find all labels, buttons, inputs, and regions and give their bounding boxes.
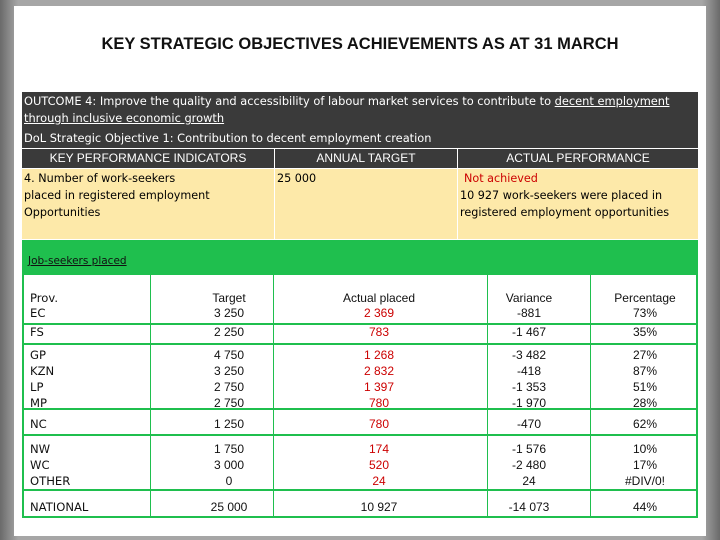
- cell-actual: 783: [368, 325, 390, 339]
- cell-target: 1 750: [213, 442, 245, 456]
- cell-target: 0: [225, 474, 233, 488]
- cell-percentage: 51%: [632, 380, 658, 394]
- annual-target-cell: [275, 169, 457, 239]
- outcome-underlined-text: decent employment through inclusive economic growth: [24, 94, 670, 125]
- column-header-percentage: Percentage: [614, 291, 676, 305]
- cell-percentage: 44%: [632, 500, 658, 514]
- cell-actual: 780: [368, 396, 390, 410]
- cell-percentage: 62%: [632, 417, 658, 431]
- group-divider: [24, 489, 696, 491]
- cell-prov: LP: [30, 380, 44, 394]
- outcome-text: OUTCOME 4: Improve the quality and accessibility of labour market services to contribute to: [24, 94, 555, 108]
- cell-target: 2 750: [213, 380, 245, 394]
- cell-actual: 1 268: [363, 348, 395, 362]
- cell-actual: 1 397: [363, 380, 395, 394]
- job-seekers-table: [24, 275, 696, 516]
- performance-line: 10 927 work-seekers were placed in: [460, 189, 663, 202]
- cell-percentage: 87%: [632, 364, 658, 378]
- cell-variance: -470: [516, 417, 542, 431]
- cell-target: 3 250: [213, 364, 245, 378]
- cell-percentage: 73%: [632, 306, 658, 320]
- cell-prov: GP: [30, 348, 46, 362]
- cell-prov: FS: [30, 325, 44, 339]
- cell-variance: -1 467: [511, 325, 547, 339]
- cell-variance: -1 970: [511, 396, 547, 410]
- actual-performance-cell: [458, 169, 698, 239]
- header-actual-performance: ACTUAL PERFORMANCE: [458, 149, 698, 168]
- cell-target: 25 000: [210, 500, 248, 514]
- cell-actual: 24: [372, 474, 386, 488]
- cell-actual: 2 369: [363, 306, 395, 320]
- cell-actual: 780: [368, 417, 390, 431]
- cell-actual: 2 832: [363, 364, 395, 378]
- cell-variance: -418: [516, 364, 542, 378]
- performance-line: registered employment opportunities: [460, 206, 670, 219]
- page-title: KEY STRATEGIC OBJECTIVES ACHIEVEMENTS AS AT 31 MARCH: [101, 35, 619, 53]
- cell-actual: 10 927: [360, 500, 398, 514]
- header-kpi: KEY PERFORMANCE INDICATORS: [22, 149, 274, 168]
- cell-percentage: 28%: [632, 396, 658, 410]
- header-annual-target: ANNUAL TARGET: [275, 149, 457, 168]
- cell-percentage: 35%: [632, 325, 658, 339]
- cell-target: 3 000: [213, 458, 245, 472]
- cell-actual: 520: [368, 458, 390, 472]
- cell-variance: -14 073: [508, 500, 550, 514]
- group-divider: [24, 343, 696, 345]
- kpi-indicator-cell: [22, 169, 274, 239]
- cell-prov: NATIONAL: [30, 500, 89, 514]
- group-divider: [24, 434, 696, 436]
- cell-prov: MP: [30, 396, 47, 410]
- cell-variance: -881: [516, 306, 542, 320]
- outcome-banner: [22, 92, 698, 128]
- cell-variance: -3 482: [511, 348, 547, 362]
- cell-percentage: 17%: [632, 458, 658, 472]
- cell-variance: -2 480: [511, 458, 547, 472]
- column-header-prov: Prov.: [30, 291, 59, 305]
- cell-target: 2 750: [213, 396, 245, 410]
- cell-prov: WC: [30, 458, 50, 472]
- cell-prov: NC: [30, 417, 47, 431]
- cell-variance: 24: [522, 474, 536, 488]
- cell-target: 3 250: [213, 306, 245, 320]
- kpi-indicator-line: placed in registered employment: [24, 189, 210, 202]
- cell-actual: 174: [368, 442, 390, 456]
- achievement-status: Not achieved: [464, 172, 538, 185]
- cell-prov: OTHER: [30, 474, 71, 488]
- job-seekers-label: Job-seekers placed: [28, 255, 127, 267]
- cell-target: 1 250: [213, 417, 245, 431]
- column-header-variance: Variance: [505, 291, 553, 305]
- column-divider: [150, 275, 151, 516]
- job-seekers-panel: [22, 240, 698, 518]
- cell-prov: NW: [30, 442, 51, 456]
- cell-percentage: 10%: [632, 442, 658, 456]
- cell-variance: -1 353: [511, 380, 547, 394]
- cell-percentage: #DIV/0!: [624, 474, 666, 488]
- cell-target: 2 250: [213, 325, 245, 339]
- cell-prov: KZN: [30, 364, 55, 378]
- strategic-objective-banner: DoL Strategic Objective 1: Contribution to decent employment creation: [22, 128, 698, 148]
- cell-target: 4 750: [213, 348, 245, 362]
- annual-target-value: 25 000: [277, 172, 317, 185]
- kpi-indicator-line: Opportunities: [24, 206, 101, 219]
- cell-percentage: 27%: [632, 348, 658, 362]
- kpi-indicator-line: 4. Number of work-seekers: [24, 172, 176, 185]
- cell-variance: -1 576: [511, 442, 547, 456]
- column-header-target: Target: [212, 291, 246, 305]
- column-header-actual: Actual placed: [342, 291, 416, 305]
- cell-prov: EC: [30, 306, 46, 320]
